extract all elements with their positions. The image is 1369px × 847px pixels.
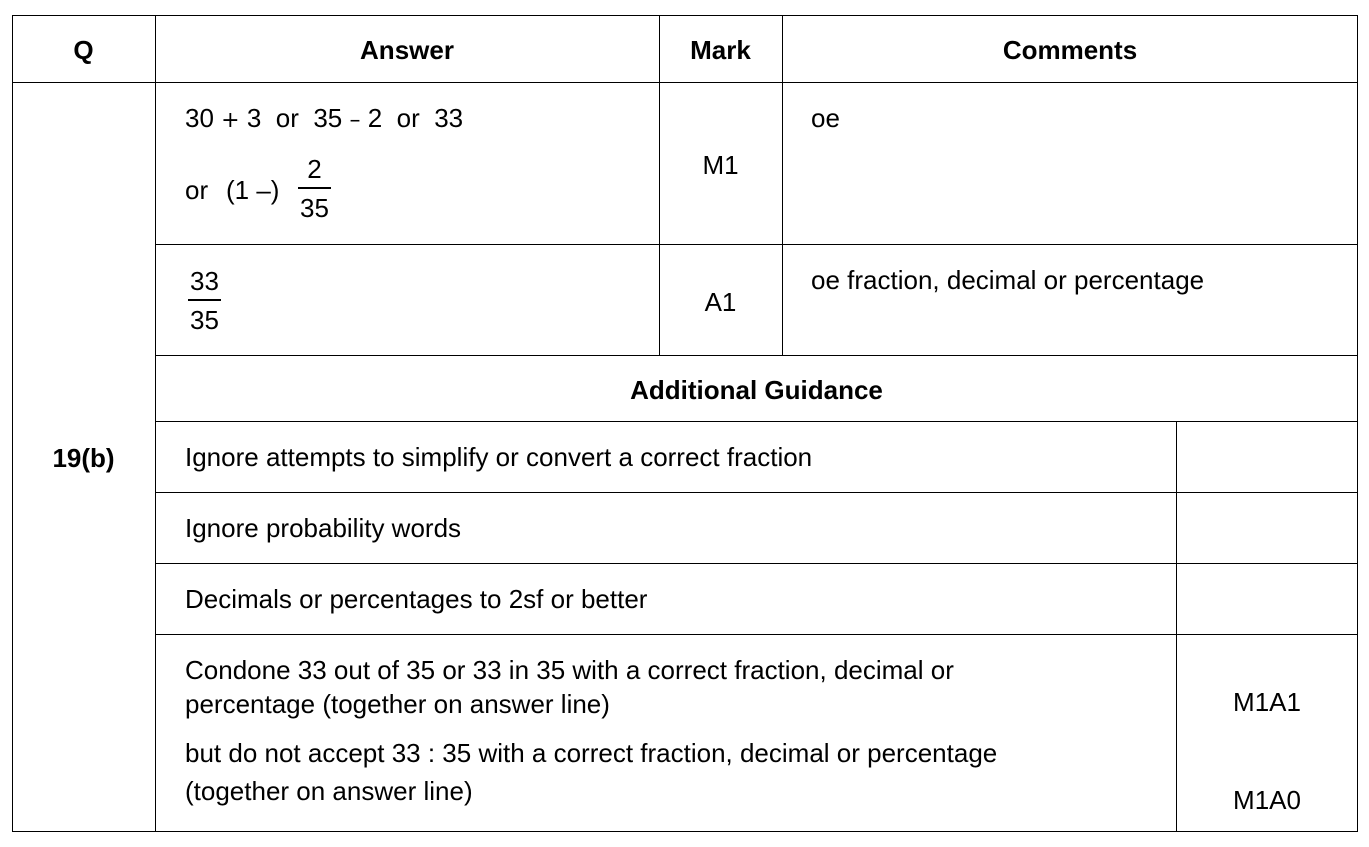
rule-row1-bottom <box>155 244 1358 245</box>
answer-line-2-or: or <box>185 175 209 205</box>
fraction-numerator: 2 <box>307 154 322 184</box>
fraction-bar <box>298 187 331 189</box>
guidance-title: Additional Guidance <box>630 375 883 405</box>
fraction-numerator: 33 <box>190 266 219 296</box>
comment-oe: oe <box>811 103 840 133</box>
fraction-2-over-35 <box>298 154 331 223</box>
guidance-mark-m1a0: M1A0 <box>1233 785 1301 815</box>
header-answer: Answer <box>360 35 454 65</box>
guidance-item-4-line-1: Condone 33 out of 35 or 33 in 35 with a correct fraction, decimal or <box>185 655 954 685</box>
header-q: Q <box>73 35 94 65</box>
guidance-item-4-line-3: but do not accept 33 : 35 with a correct fraction, decimal or percentage <box>185 738 998 768</box>
guidance-item-1: Ignore attempts to simplify or convert a correct fraction <box>185 442 813 472</box>
answer-line-1: 30 + 3 or 35 – 2 or 33 <box>185 103 464 133</box>
guidance-item-2: Ignore probability words <box>185 513 462 543</box>
fraction-33-over-35 <box>188 266 221 335</box>
guidance-item-4-line-4: (together on answer line) <box>185 776 473 806</box>
fraction-bar <box>188 299 221 301</box>
rule-header-bottom <box>12 82 1358 83</box>
header-comments: Comments <box>1002 35 1138 65</box>
rule-guidance1-bottom <box>155 492 1358 493</box>
rule-q-column <box>155 15 156 832</box>
rule-row2-bottom <box>155 355 1358 356</box>
mark-a1: A1 <box>704 287 737 317</box>
rule-guidance3-bottom <box>155 634 1358 635</box>
fraction-denominator: 35 <box>300 193 329 223</box>
guidance-item-3: Decimals or percentages to 2sf or better <box>185 584 648 614</box>
answer-line-2-paren: (1 –) <box>226 175 280 205</box>
fraction-denominator: 35 <box>190 305 219 335</box>
rule-mark-column <box>782 15 783 356</box>
question-number: 19(b) <box>52 443 115 473</box>
rule-guidance-title-bottom <box>155 421 1358 422</box>
guidance-item-4-line-2: percentage (together on answer line) <box>185 689 610 719</box>
comment-oe-fraction: oe fraction, decimal or percentage <box>811 265 1205 295</box>
header-mark: Mark <box>690 35 751 65</box>
rule-guidance-mark-column <box>1176 421 1177 832</box>
rule-guidance2-bottom <box>155 563 1358 564</box>
guidance-mark-m1a1: M1A1 <box>1233 687 1301 717</box>
mark-m1: M1 <box>702 150 739 180</box>
